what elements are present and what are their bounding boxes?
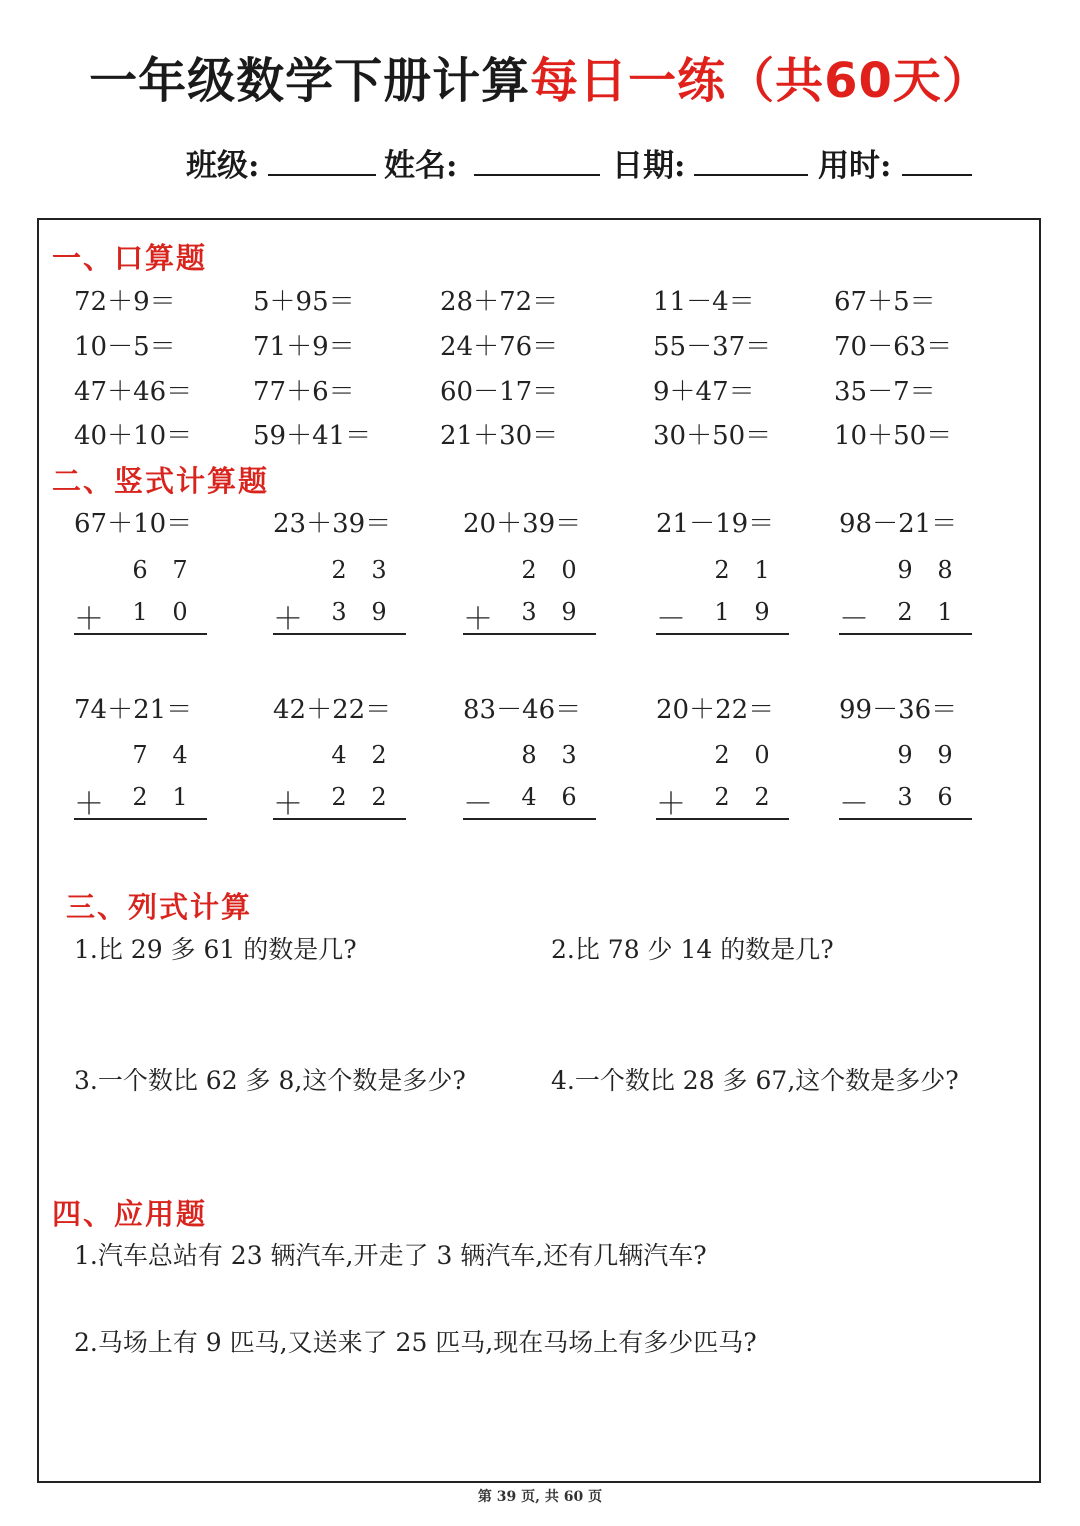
oral-question: 11－4＝ — [653, 287, 755, 317]
section-vertical-title: 二、竖式计算题 — [52, 464, 270, 498]
section-word-problem-title: 四、应用题 — [52, 1197, 208, 1231]
oral-question: 10－5＝ — [74, 332, 176, 362]
oral-question: 9＋47＝ — [653, 377, 755, 407]
top-digit: 2 — [331, 556, 347, 584]
date-blank[interactable] — [694, 174, 808, 176]
top-digit: 4 — [172, 741, 188, 769]
bottom-digit: 1 — [172, 783, 188, 811]
class-label: 班级: — [186, 148, 260, 184]
answer-line[interactable] — [656, 818, 789, 820]
class-blank[interactable] — [268, 174, 376, 176]
oral-question: 47＋46＝ — [74, 377, 193, 407]
section-equation-title: 三、列式计算 — [66, 890, 253, 924]
operator-sign: － — [839, 787, 869, 822]
top-digit: 8 — [937, 556, 953, 584]
vertical-question: 74＋21＝ — [74, 695, 193, 725]
word-problem: 1.汽车总站有 23 辆汽车,开走了 3 辆汽车,还有几辆汽车? — [74, 1241, 707, 1270]
bottom-digit: 2 — [714, 783, 730, 811]
vertical-question: 20＋39＝ — [463, 509, 582, 539]
top-digit: 8 — [521, 741, 537, 769]
vertical-question: 21－19＝ — [656, 509, 775, 539]
oral-question: 30＋50＝ — [653, 421, 772, 451]
vertical-question: 67＋10＝ — [74, 509, 193, 539]
bottom-digit: 6 — [561, 783, 577, 811]
top-digit: 4 — [331, 741, 347, 769]
bottom-digit: 9 — [371, 598, 387, 626]
name-blank[interactable] — [474, 174, 600, 176]
oral-question: 28＋72＝ — [440, 287, 559, 317]
equation-question: 3.一个数比 62 多 8,这个数是多少? — [74, 1066, 466, 1095]
word-problem: 2.马场上有 9 匹马,又送来了 25 匹马,现在马场上有多少匹马? — [74, 1328, 757, 1357]
oral-question: 24＋76＝ — [440, 332, 559, 362]
bottom-digit: 3 — [331, 598, 347, 626]
top-digit: 6 — [132, 556, 148, 584]
answer-line[interactable] — [839, 633, 972, 635]
vertical-question: 42＋22＝ — [273, 695, 392, 725]
bottom-digit: 2 — [132, 783, 148, 811]
top-digit: 9 — [897, 741, 913, 769]
answer-line[interactable] — [656, 633, 789, 635]
equation-question: 1.比 29 多 61 的数是几? — [74, 935, 357, 964]
oral-question: 70－63＝ — [834, 332, 953, 362]
oral-question: 55－37＝ — [653, 332, 772, 362]
top-digit: 2 — [521, 556, 537, 584]
operator-sign: ＋ — [656, 787, 686, 822]
answer-line[interactable] — [74, 818, 207, 820]
operator-sign: ＋ — [74, 602, 104, 637]
operator-sign: ＋ — [273, 787, 303, 822]
answer-line[interactable] — [273, 818, 406, 820]
oral-question: 35－7＝ — [834, 377, 936, 407]
answer-line[interactable] — [273, 633, 406, 635]
date-label: 日期: — [612, 148, 686, 184]
bottom-digit: 3 — [521, 598, 537, 626]
oral-question: 10＋50＝ — [834, 421, 953, 451]
vertical-question: 99－36＝ — [839, 695, 958, 725]
operator-sign: ＋ — [74, 787, 104, 822]
page-footer: 第 39 页, 共 60 页 — [477, 1489, 603, 1505]
name-label: 姓名: — [384, 148, 458, 184]
operator-sign: ＋ — [273, 602, 303, 637]
operator-sign: － — [839, 602, 869, 637]
vertical-question: 23＋39＝ — [273, 509, 392, 539]
page-title — [0, 42, 1080, 111]
answer-line[interactable] — [839, 818, 972, 820]
bottom-digit: 9 — [561, 598, 577, 626]
bottom-digit: 2 — [371, 783, 387, 811]
oral-question: 77＋6＝ — [253, 377, 355, 407]
bottom-digit: 2 — [754, 783, 770, 811]
top-digit: 0 — [561, 556, 577, 584]
top-digit: 2 — [371, 741, 387, 769]
oral-question: 60－17＝ — [440, 377, 559, 407]
oral-question: 67＋5＝ — [834, 287, 936, 317]
bottom-digit: 0 — [172, 598, 188, 626]
top-digit: 7 — [132, 741, 148, 769]
oral-question: 71＋9＝ — [253, 332, 355, 362]
oral-question: 72＋9＝ — [74, 287, 176, 317]
top-digit: 2 — [714, 741, 730, 769]
time-label: 用时: — [818, 148, 892, 184]
time-blank[interactable] — [902, 174, 972, 176]
bottom-digit: 2 — [331, 783, 347, 811]
bottom-digit: 3 — [897, 783, 913, 811]
title-main: 一年级数学下册计算 — [89, 53, 531, 109]
operator-sign: － — [656, 602, 686, 637]
oral-question: 59＋41＝ — [253, 421, 372, 451]
top-digit: 3 — [371, 556, 387, 584]
top-digit: 9 — [897, 556, 913, 584]
top-digit: 0 — [754, 741, 770, 769]
oral-question: 40＋10＝ — [74, 421, 193, 451]
oral-question: 21＋30＝ — [440, 421, 559, 451]
vertical-question: 83－46＝ — [463, 695, 582, 725]
oral-question: 5＋95＝ — [253, 287, 355, 317]
operator-sign: ＋ — [463, 602, 493, 637]
equation-question: 4.一个数比 28 多 67,这个数是多少? — [551, 1066, 959, 1095]
answer-line[interactable] — [74, 633, 207, 635]
vertical-question: 20＋22＝ — [656, 695, 775, 725]
answer-line[interactable] — [463, 818, 596, 820]
top-digit: 9 — [937, 741, 953, 769]
bottom-digit: 2 — [897, 598, 913, 626]
operator-sign: － — [463, 787, 493, 822]
bottom-digit: 1 — [714, 598, 730, 626]
vertical-question: 98－21＝ — [839, 509, 958, 539]
bottom-digit: 9 — [754, 598, 770, 626]
section-oral-title: 一、口算题 — [52, 241, 208, 275]
title-highlight: 每日一练（共60天） — [530, 53, 991, 109]
top-digit: 1 — [754, 556, 770, 584]
top-digit: 2 — [714, 556, 730, 584]
top-digit: 7 — [172, 556, 188, 584]
answer-line[interactable] — [463, 633, 596, 635]
equation-question: 2.比 78 少 14 的数是几? — [551, 935, 834, 964]
bottom-digit: 1 — [132, 598, 148, 626]
bottom-digit: 4 — [521, 783, 537, 811]
top-digit: 3 — [561, 741, 577, 769]
bottom-digit: 1 — [937, 598, 953, 626]
bottom-digit: 6 — [937, 783, 953, 811]
